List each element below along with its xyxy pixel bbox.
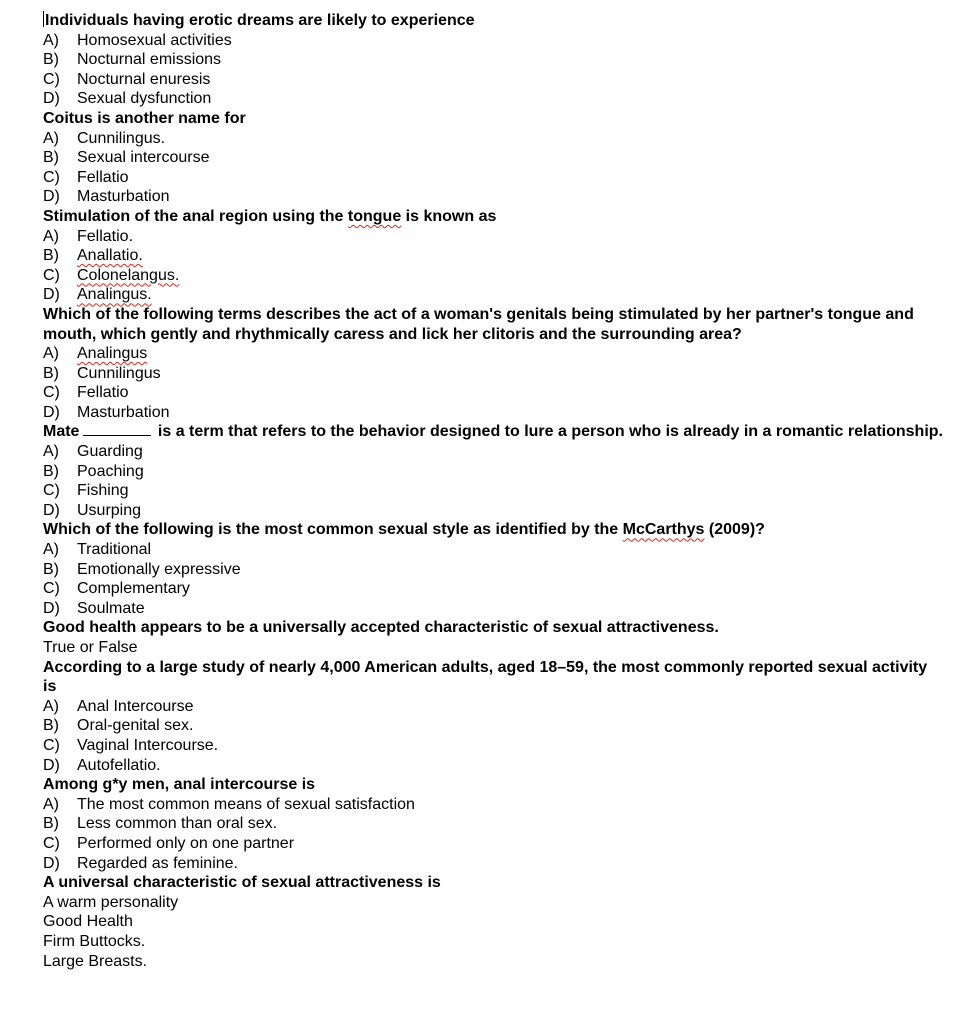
spellcheck-flag: Analingus.: [77, 286, 152, 304]
option: B) Cunnilingus: [43, 364, 161, 382]
question-3: Stimulation of the anal region using the tongue is known as: [43, 207, 497, 225]
answer-choice: Large Breasts.: [43, 952, 148, 970]
spellcheck-flag: tongue: [347, 207, 402, 225]
option: A) The most common means of sexual satisfaction: [43, 795, 415, 813]
answer-choice: Firm Buttocks.: [43, 932, 146, 950]
option: C) Fishing: [43, 482, 129, 500]
question-5: Mate is a term that refers to the behavior designed to lure a person who is already in a romantic relationship.: [43, 423, 943, 441]
option: D) Masturbation: [43, 188, 170, 206]
spellcheck-flag: Colonelangus.: [77, 266, 180, 284]
option: A) Analingus: [43, 345, 148, 363]
option: D) Masturbation: [43, 403, 170, 421]
question-7: Good health appears to be a universally accepted characteristic of sexual attractiveness.: [43, 619, 719, 637]
answer-format: True or False: [43, 639, 138, 656]
answer-choice: Good Health: [43, 913, 133, 931]
option: C) Fellatio: [43, 384, 129, 402]
option: B) Less common than oral sex.: [43, 815, 278, 833]
spellcheck-flag: Anallatio.: [77, 247, 143, 265]
text-cursor: [43, 11, 44, 27]
option: D) Usurping: [43, 501, 142, 519]
option: C) Nocturnal enuresis: [43, 70, 211, 88]
question-9: Among g*y men, anal intercourse is: [43, 776, 316, 794]
spellcheck-flag: Analingus: [77, 345, 148, 363]
option: B) Emotionally expressive: [43, 560, 241, 578]
option: A) Traditional: [43, 541, 152, 559]
option: A) Homosexual activities: [43, 31, 232, 49]
spellcheck-flag: McCarthys: [622, 521, 705, 539]
option: A) Anal Intercourse: [43, 697, 194, 715]
question-1: Individuals having erotic dreams are likely to experience: [45, 12, 475, 29]
option: D) Soulmate: [43, 599, 145, 617]
question-2: Coitus is another name for: [43, 109, 246, 127]
option: D) Autofellatio.: [43, 756, 161, 774]
fill-in-blank: [83, 422, 151, 436]
document-body: [43, 11, 943, 971]
option: C) Fellatio: [43, 168, 129, 186]
question-4: Which of the following terms describes the act of a woman's genitals being stimulated by her partner's tongue and mouth, which gently and rhythmically caress and lick her clitoris and the surrounding area?: [43, 305, 914, 343]
option: D) Analingus.: [43, 286, 152, 304]
option: C) Performed only on one partner: [43, 834, 295, 852]
option: C) Complementary: [43, 580, 190, 598]
option: B) Nocturnal emissions: [43, 51, 222, 69]
question-6: Which of the following is the most common sexual style as identified by the McCarthys (2009)?: [43, 521, 765, 539]
option: B) Sexual intercourse: [43, 149, 210, 167]
answer-choice: A warm personality: [43, 893, 179, 911]
option: A) Cunnilingus.: [43, 129, 166, 147]
option: C) Vaginal Intercourse.: [43, 736, 219, 754]
option: C) Colonelangus.: [43, 266, 180, 284]
question-8: According to a large study of nearly 4,000 American adults, aged 18–59, the most commonly reported sexual activity is: [43, 658, 928, 696]
option: B) Poaching: [43, 462, 144, 480]
option: A) Fellatio.: [43, 227, 134, 245]
question-10: A universal characteristic of sexual attractiveness is: [43, 874, 441, 892]
option: D) Regarded as feminine.: [43, 854, 238, 872]
option: B) Oral-genital sex.: [43, 717, 194, 735]
option: A) Guarding: [43, 443, 143, 461]
option: B) Anallatio.: [43, 247, 143, 265]
option: D) Sexual dysfunction: [43, 90, 212, 108]
